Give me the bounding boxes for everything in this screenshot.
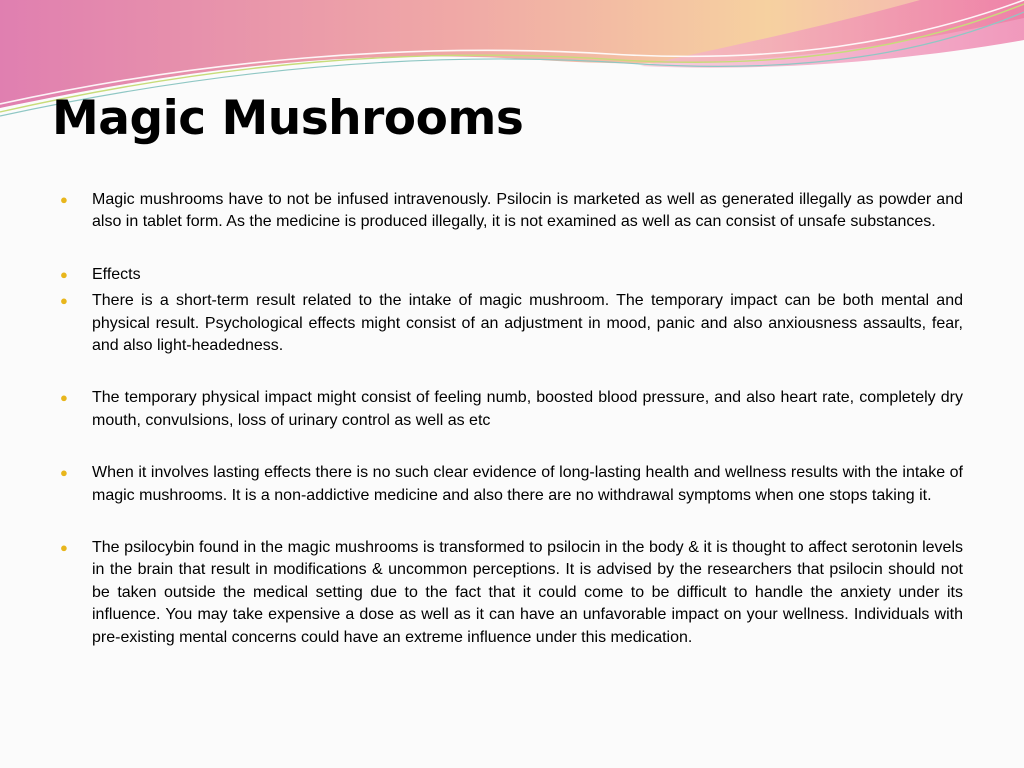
bullet-dot-icon: ● <box>60 266 68 282</box>
bullet-item <box>60 387 963 432</box>
bullet-dot-icon: ● <box>60 293 68 309</box>
bullet-dot-icon: ● <box>60 390 68 406</box>
bullet-item <box>60 264 963 286</box>
bullet-text: There is a short-term result related to the intake of magic mushroom. The temporary impact can be both mental and physical result. Psychological effects might consist of an adjustment in mood, panic and also anxiousness assaults, fear, and also light-headedness. <box>92 292 963 355</box>
bullet-text: When it involves lasting effects there is no such clear evidence of long-lasting health and wellness results with the intake of magic mushrooms. It is a non-addictive medicine and also there are no withdrawal symptoms when one stops taking it. <box>92 464 963 504</box>
slide-title: Magic Mushrooms <box>52 91 524 146</box>
bullet-item <box>60 290 963 357</box>
bullet-list <box>60 189 963 649</box>
bullet-text: The psilocybin found in the magic mushrooms is transformed to psilocin in the body & it is thought to affect serotonin levels in the brain that result in modifications & uncommon perceptions. It is advised by the researchers that psilocin should not be taken outside the medical setting due to the fact that it could come to be difficult to handle the anxiety under its influence. You may take expensive a dose as well as it can have an unfavorable impact on your wellness. Individuals with pre-existing mental concerns could have an extreme influence under this medication. <box>92 539 963 646</box>
bullet-item <box>60 537 963 649</box>
bullet-text: The temporary physical impact might consist of feeling numb, boosted blood pressure, and also heart rate, completely dry mouth, convulsions, loss of urinary control as well as etc <box>92 389 963 429</box>
bullet-dot-icon: ● <box>60 540 68 556</box>
bullet-item <box>60 462 963 507</box>
bullet-text: Magic mushrooms have to not be infused intravenously. Psilocin is marketed as well as generated illegally as powder and also in tablet form. As the medicine is produced illegally, it is not examined as well as can consist of unsafe substances. <box>92 191 963 231</box>
bullet-dot-icon: ● <box>60 192 68 207</box>
bullet-dot-icon: ● <box>60 465 68 481</box>
bullet-text: Effects <box>92 265 141 283</box>
bullet-item <box>60 189 963 234</box>
